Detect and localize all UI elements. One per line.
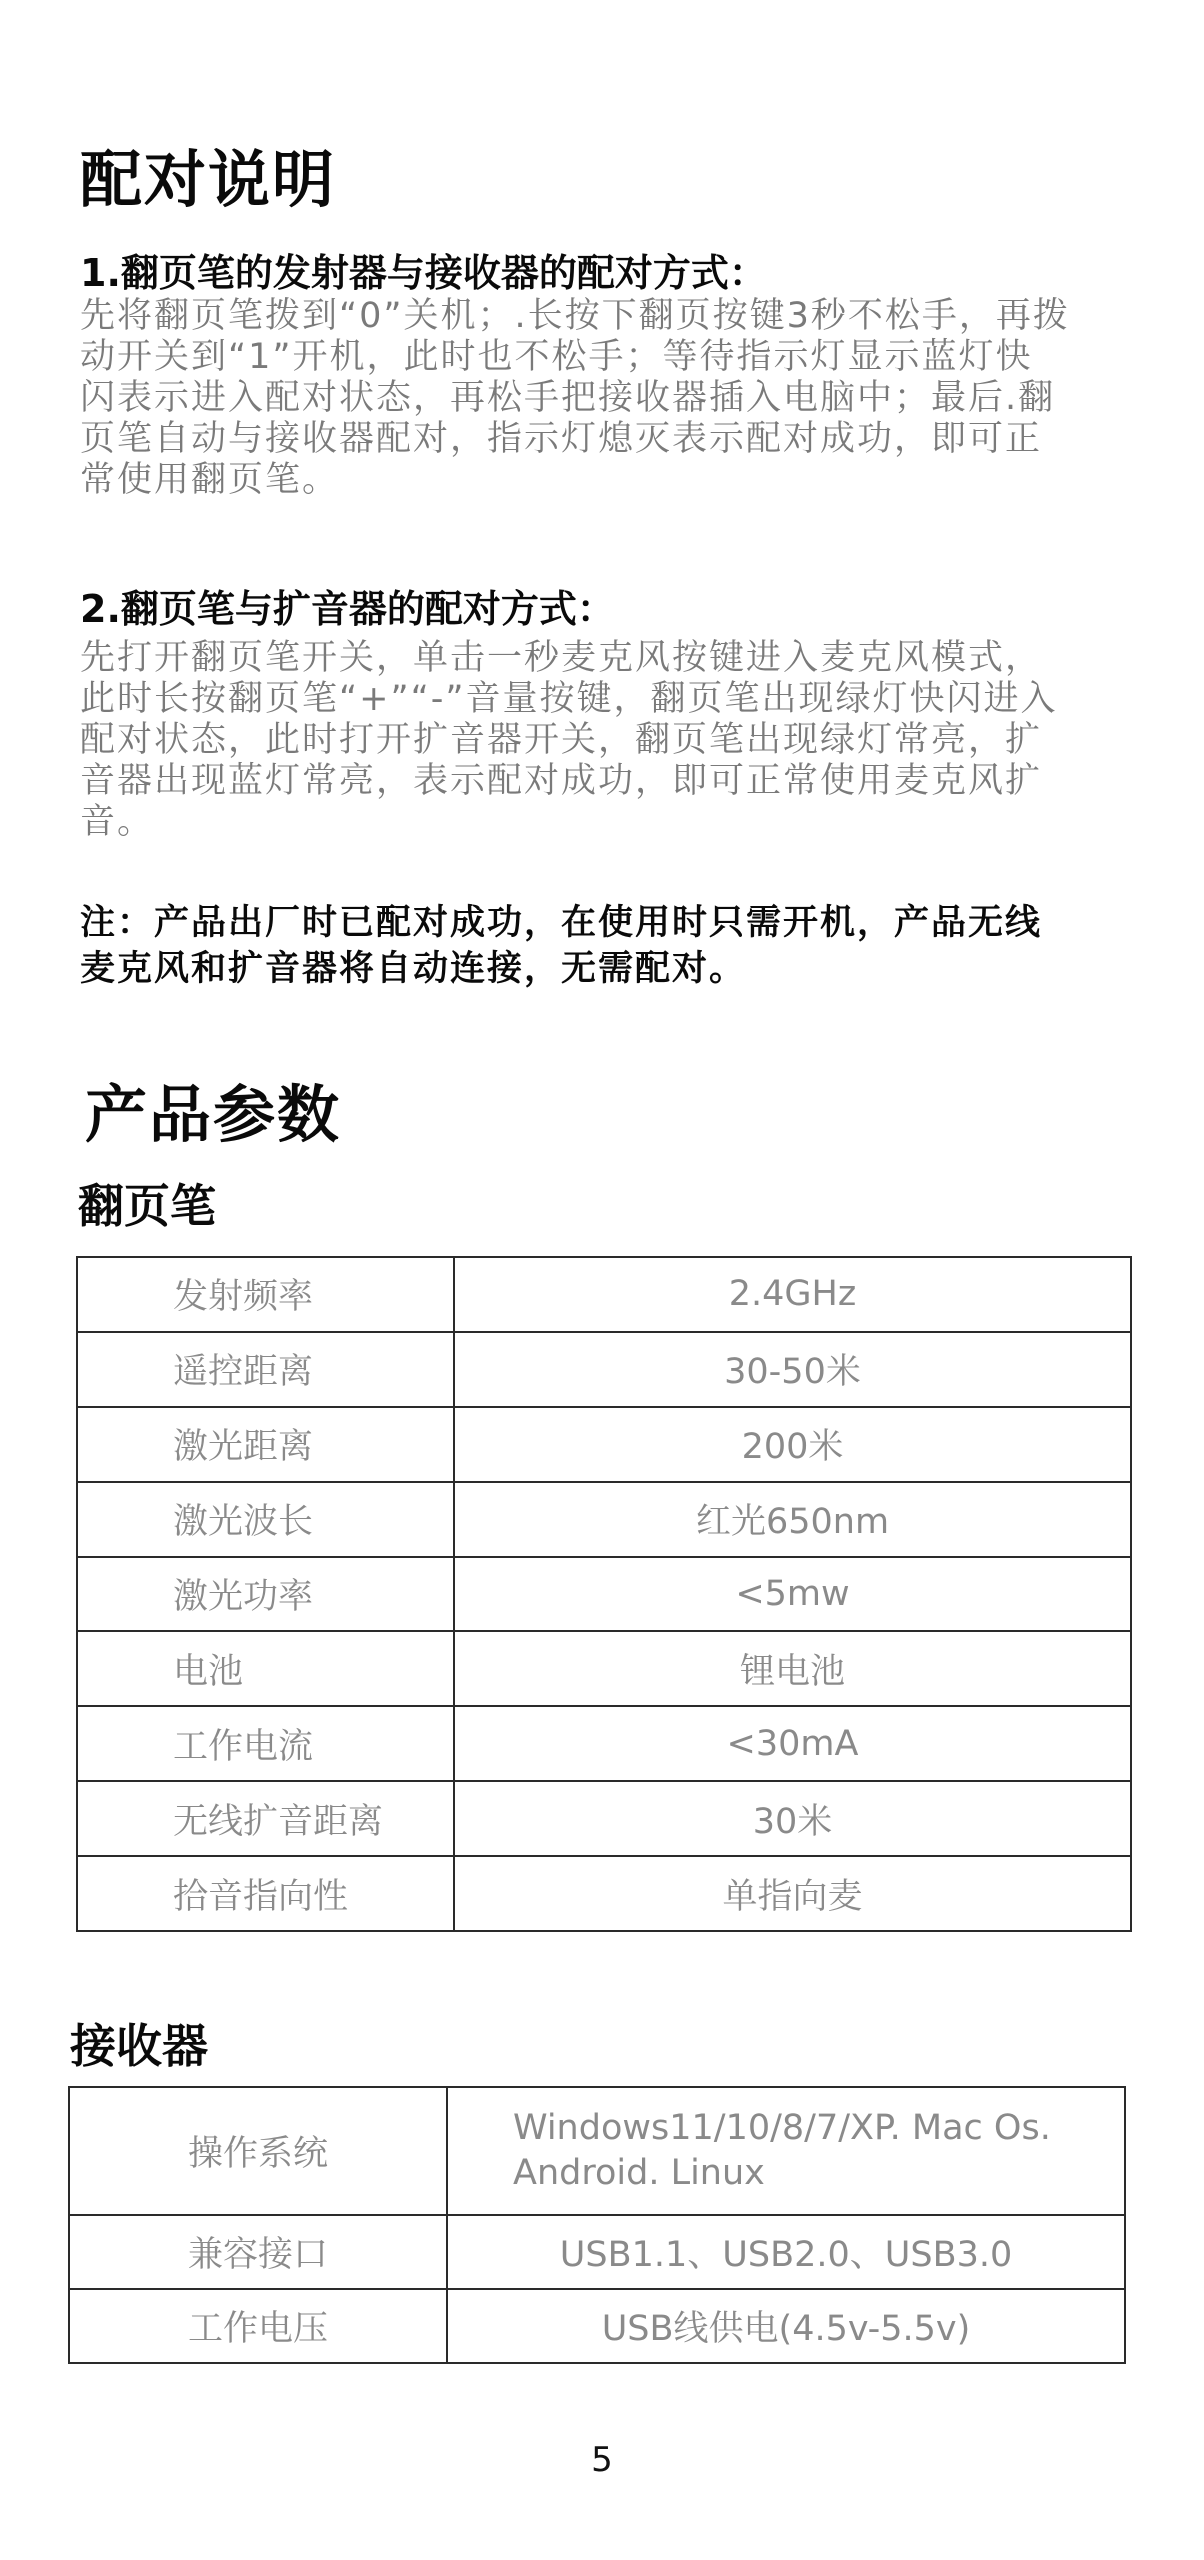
- spec-value: 2.4GHz: [454, 1257, 1131, 1332]
- pairing-note: [80, 900, 1140, 992]
- spec-label: 兼容接口: [69, 2215, 447, 2289]
- section2-text: [80, 638, 1140, 843]
- table-row: [77, 1407, 1131, 1482]
- spec-value: USB线供电(4.5v-5.5v): [447, 2289, 1125, 2363]
- section2-line: 先打开翻页笔开关，单击一秒麦克风按键进入麦克风模式，: [80, 638, 1043, 678]
- receiver-heading: 接收器: [70, 2019, 208, 2073]
- spec-value: <30mA: [454, 1706, 1131, 1781]
- table-row: [69, 2289, 1125, 2363]
- spec-label: 发射频率: [77, 1257, 454, 1332]
- spec-label: 激光距离: [77, 1407, 454, 1482]
- os-line: Windows11/10/8/7/XP. Mac Os.: [513, 2108, 1051, 2148]
- table-row: [77, 1856, 1131, 1931]
- spec-value: 30-50米: [454, 1332, 1131, 1407]
- spec-value: 200米: [454, 1407, 1131, 1482]
- section1-line: 常使用翻页笔。: [80, 460, 340, 500]
- table-row: [77, 1557, 1131, 1632]
- pairing-title: 配对说明: [80, 143, 337, 216]
- pen-spec-table: [76, 1256, 1132, 1932]
- section1-heading: 1.翻页笔的发射器与接收器的配对方式：: [80, 251, 767, 295]
- section1-text: [80, 296, 1140, 501]
- spec-value: [447, 2087, 1125, 2215]
- section2-line: 音。: [80, 802, 155, 842]
- table-row: [77, 1706, 1131, 1781]
- table-row: [77, 1482, 1131, 1557]
- section1-line: 闪表示进入配对状态，再松手把接收器插入电脑中；最后.翻: [80, 378, 1056, 418]
- table-row: [77, 1257, 1131, 1332]
- pen-heading: 翻页笔: [78, 1179, 216, 1233]
- spec-label: 激光波长: [77, 1482, 454, 1557]
- section1-line: 动开关到“1”开机，此时也不松手；等待指示灯显示蓝灯快: [80, 337, 1033, 377]
- spec-label: 操作系统: [69, 2087, 447, 2215]
- spec-label: 无线扩音距离: [77, 1781, 454, 1856]
- spec-label: 遥控距离: [77, 1332, 454, 1407]
- spec-value: 红光650nm: [454, 1482, 1131, 1557]
- params-title: 产品参数: [85, 1078, 342, 1151]
- section1-line: 页笔自动与接收器配对，指示灯熄灭表示配对成功，即可正: [80, 419, 1043, 459]
- spec-label: 电池: [77, 1631, 454, 1706]
- section2-line: 音器出现蓝灯常亮，表示配对成功，即可正常使用麦克风扩: [80, 761, 1043, 801]
- spec-label: 工作电流: [77, 1706, 454, 1781]
- note-line: 注：产品出厂时已配对成功，在使用时只需开机，产品无线: [80, 903, 1043, 943]
- spec-label: 工作电压: [69, 2289, 447, 2363]
- receiver-spec-table: [68, 2086, 1126, 2364]
- section1-line: 先将翻页笔拨到“0”关机；.长按下翻页按键3秒不松手，再拨: [80, 296, 1070, 336]
- table-row: [69, 2087, 1125, 2215]
- os-line: Android. Linux: [513, 2153, 765, 2193]
- table-row: [77, 1631, 1131, 1706]
- spec-label: 拾音指向性: [77, 1856, 454, 1931]
- section2-line: 配对状态，此时打开扩音器开关，翻页笔出现绿灯常亮，扩: [80, 720, 1043, 760]
- table-row: [77, 1781, 1131, 1856]
- table-row: [69, 2215, 1125, 2289]
- section2-heading: 2.翻页笔与扩音器的配对方式：: [80, 587, 615, 631]
- spec-value: 单指向麦: [454, 1856, 1131, 1931]
- spec-value: <5mw: [454, 1557, 1131, 1632]
- spec-value: 锂电池: [454, 1631, 1131, 1706]
- table-row: [77, 1332, 1131, 1407]
- spec-label: 激光功率: [77, 1557, 454, 1632]
- spec-value: 30米: [454, 1781, 1131, 1856]
- note-line: 麦克风和扩音器将自动连接，无需配对。: [80, 949, 747, 989]
- section2-line: 此时长按翻页笔“+”“-”音量按键，翻页笔出现绿灯快闪进入: [80, 679, 1058, 719]
- page-number: 5: [591, 2440, 613, 2480]
- spec-value: USB1.1、USB2.0、USB3.0: [447, 2215, 1125, 2289]
